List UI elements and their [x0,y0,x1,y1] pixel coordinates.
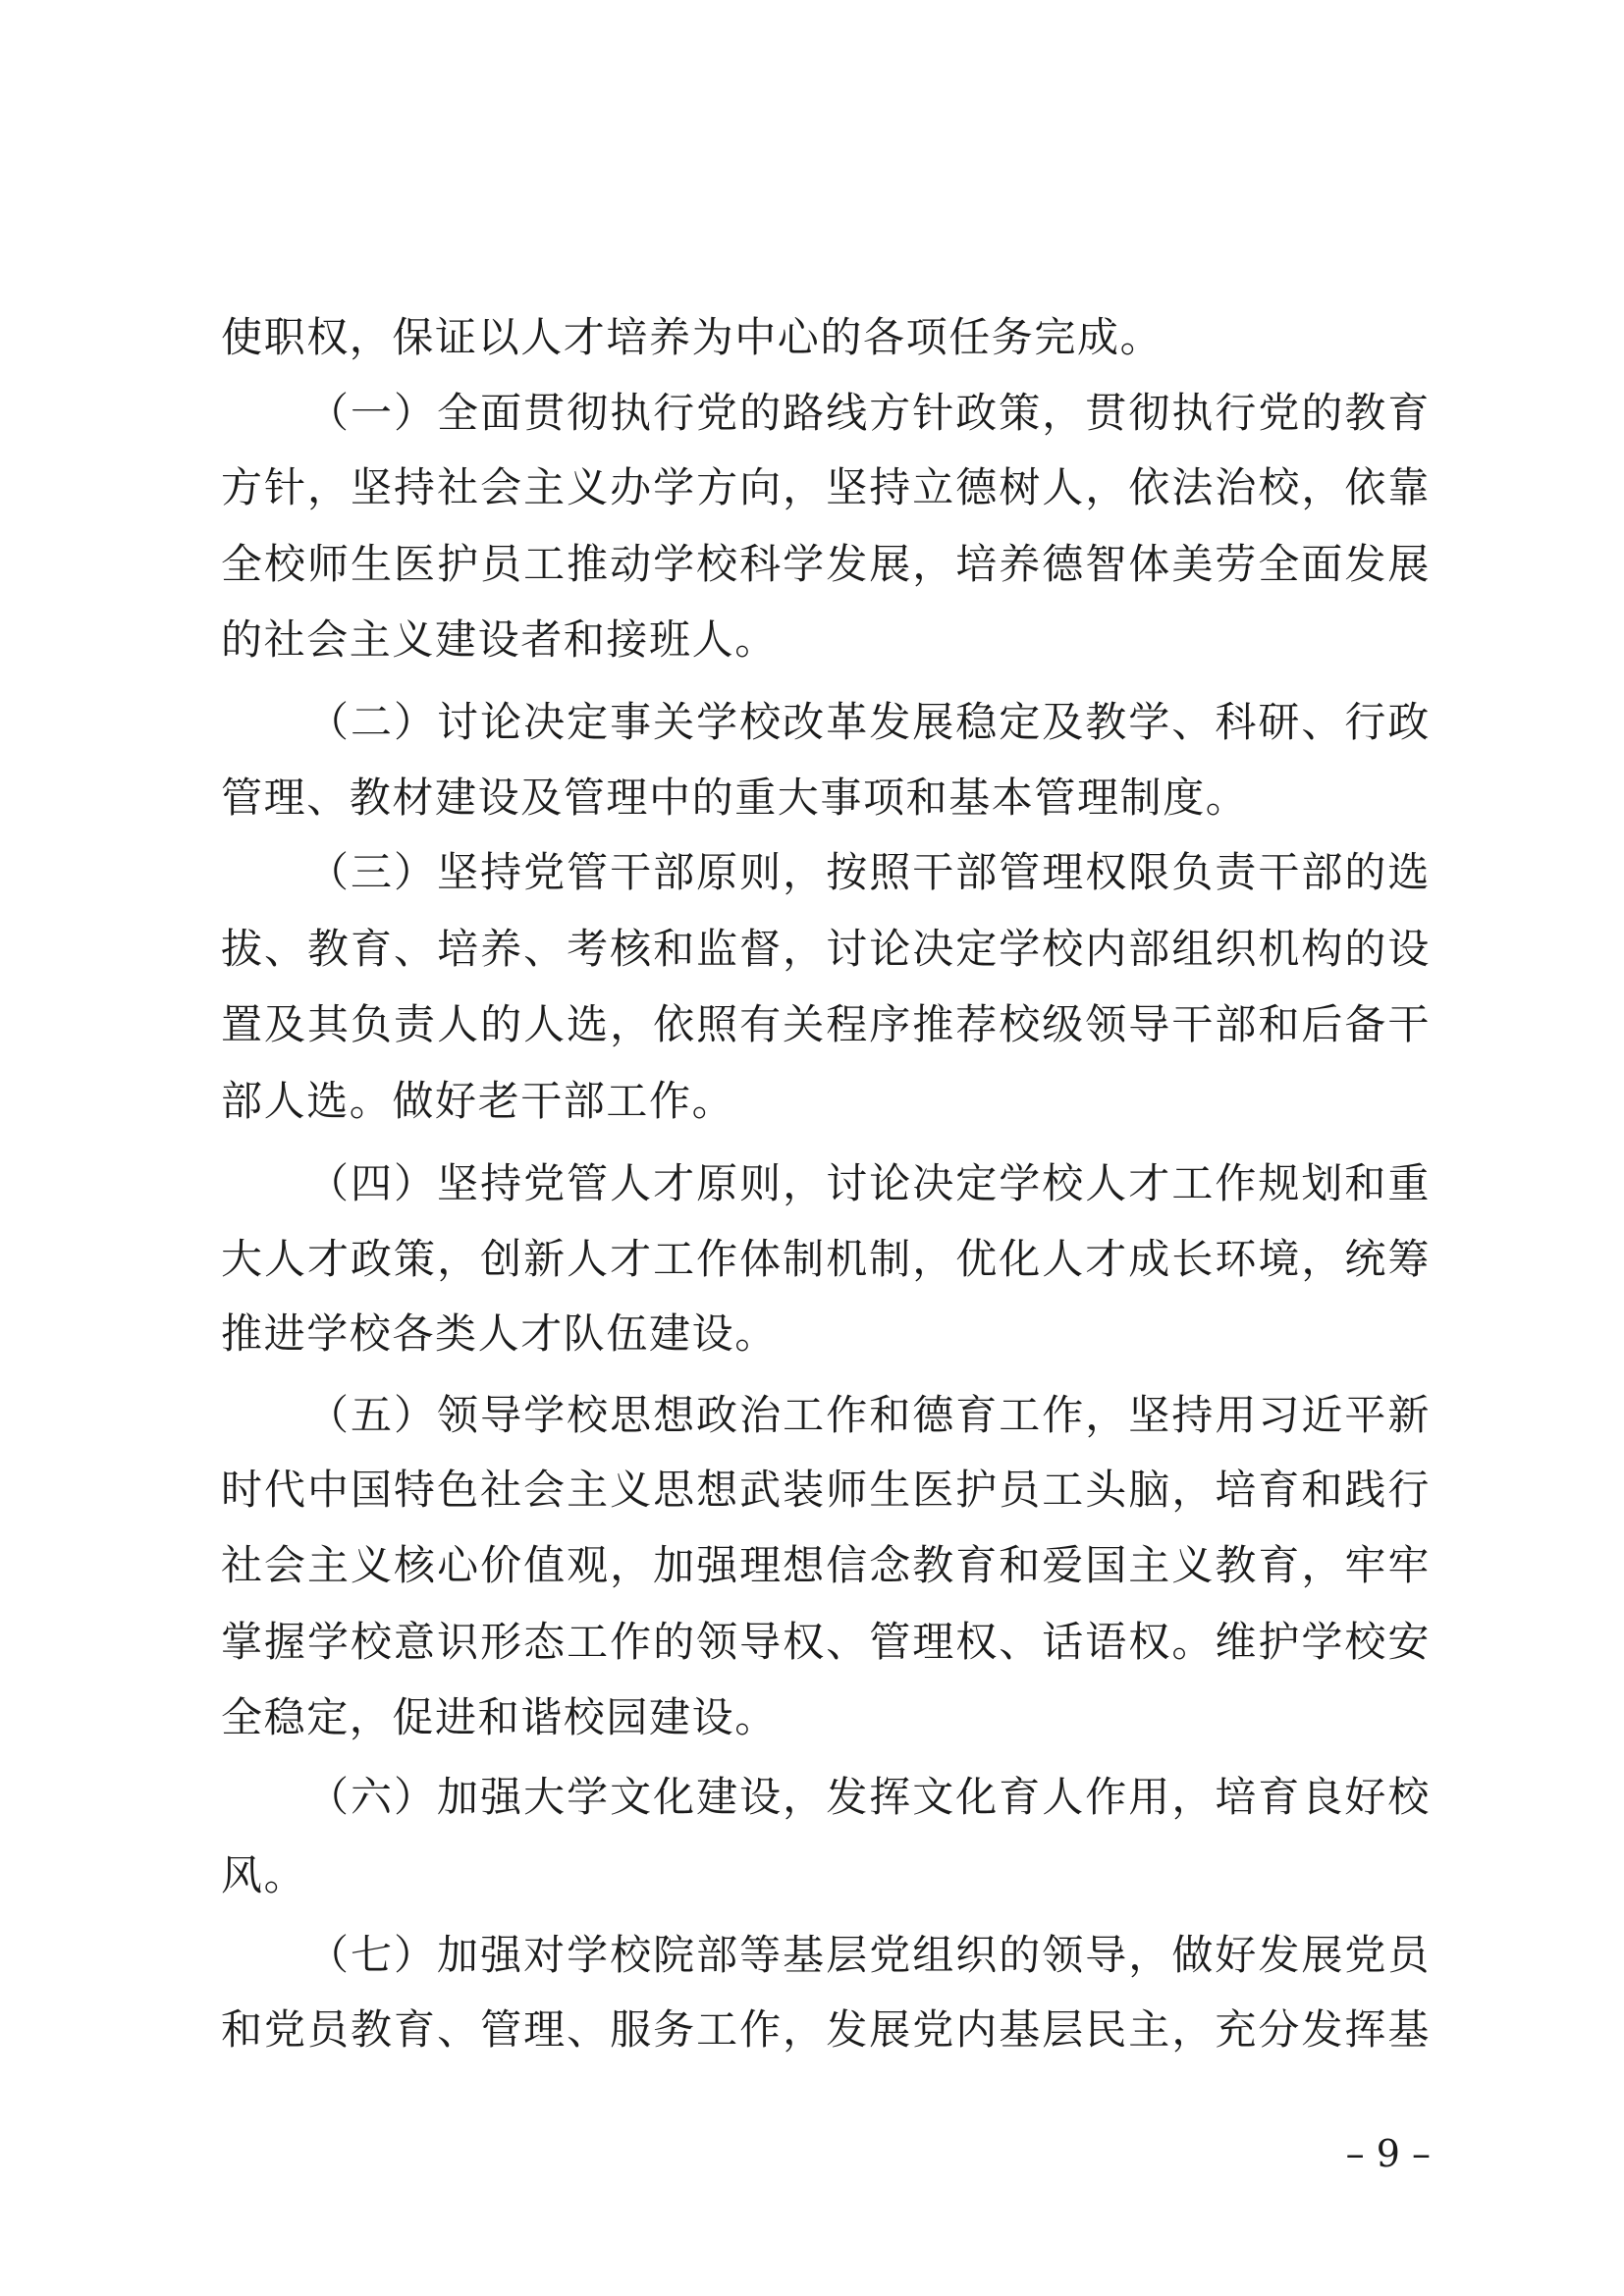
body-text-line: 风。 [221,1851,307,1899]
body-text-line: 部人选。做好老干部工作。 [221,1077,735,1125]
body-text-line: 的社会主义建设者和接班人。 [221,615,778,664]
body-text-line: 时代中国特色社会主义思想武装师生医护员工头脑，培育和践行 [221,1466,1431,1514]
body-text-line: 方针，坚持社会主义办学方向，坚持立德树人，依法治校，依靠 [221,463,1431,511]
body-text-line: 管理、教材建设及管理中的重大事项和基本管理制度。 [221,774,1249,822]
paragraph-1-first-line: （一）全面贯彻执行党的路线方针政策，贯彻执行党的教育 [307,389,1431,437]
paragraph-7-first-line: （七）加强对学校院部等基层党组织的领导，做好发展党员 [307,1931,1431,1979]
paragraph-6-first-line: （六）加强大学文化建设，发挥文化育人作用，培育良好校 [307,1773,1431,1821]
paragraph-4-first-line: （四）坚持党管人才原则，讨论决定学校人才工作规划和重 [307,1159,1431,1207]
body-text-line: 拔、教育、培养、考核和监督，讨论决定学校内部组织机构的设 [221,925,1431,973]
body-text-line: 社会主义核心价值观，加强理想信念教育和爱国主义教育，牢牢 [221,1541,1431,1589]
body-text-line: 推进学校各类人才队伍建设。 [221,1309,778,1358]
body-text-line: 和党员教育、管理、服务工作，发展党内基层民主，充分发挥基 [221,2005,1431,2054]
body-text-line: 置及其负责人的人选，依照有关程序推荐校级领导干部和后备干 [221,1000,1431,1048]
paragraph-3-first-line: （三）坚持党管干部原则，按照干部管理权限负责干部的选 [307,848,1431,896]
paragraph-5-first-line: （五）领导学校思想政治工作和德育工作，坚持用习近平新 [307,1391,1431,1439]
body-text-line: 使职权，保证以人才培养为中心的各项任务完成。 [221,313,1164,361]
body-text-line: 全校师生医护员工推动学校科学发展，培养德智体美劳全面发展 [221,540,1431,588]
body-text-line: 掌握学校意识形态工作的领导权、管理权、话语权。维护学校安 [221,1618,1431,1666]
paragraph-2-first-line: （二）讨论决定事关学校改革发展稳定及教学、科研、行政 [307,698,1431,746]
body-text-line: 大人才政策，创新人才工作体制机制，优化人才成长环境，统筹 [221,1235,1431,1283]
page-number: – 9 – [1345,2132,1431,2175]
body-text-line: 全稳定，促进和谐校园建设。 [221,1693,778,1741]
